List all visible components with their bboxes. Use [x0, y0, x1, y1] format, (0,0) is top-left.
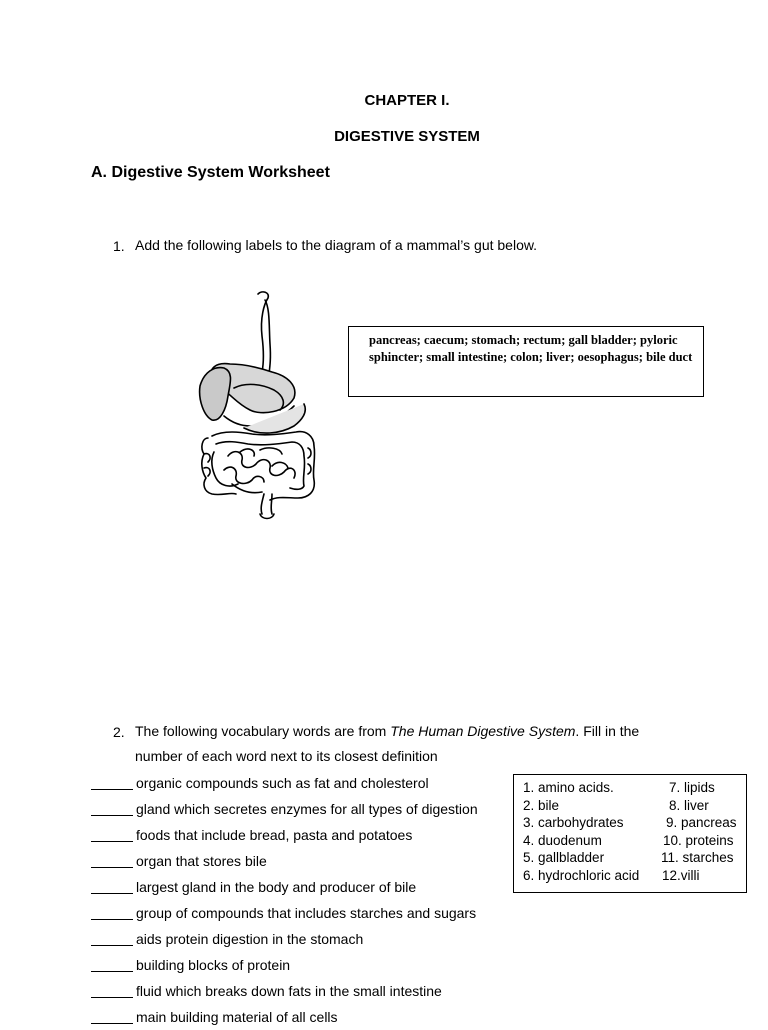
answer-blank[interactable] [91, 879, 133, 894]
definition-row [91, 848, 478, 874]
definitions-list [91, 770, 478, 1030]
digestive-system-diagram [190, 288, 325, 523]
vocab-row [523, 815, 746, 833]
labels-box: pancreas; caecum; stomach; rectum; gall bladder; pyloric sphincter; small intestine; colon; liver; oesophagus; bile duct [348, 326, 704, 397]
vocab-word: 4. duodenum [523, 832, 602, 848]
vocab-word: 11. starches [661, 850, 734, 865]
question-1-number: 1. [113, 238, 125, 254]
definition-row [91, 978, 478, 1004]
vocab-row [523, 850, 746, 868]
definition-text: foods that include bread, pasta and potatoes [136, 827, 413, 843]
definition-row [91, 822, 478, 848]
book-title: The Human Digestive System [390, 723, 576, 739]
vocab-word: 12.villi [662, 867, 700, 883]
definition-row [91, 926, 478, 952]
vocab-word: 10. proteins [663, 832, 734, 848]
definition-row [91, 874, 478, 900]
chapter-heading: CHAPTER I. [364, 92, 450, 109]
question-2-number: 2. [113, 724, 125, 740]
definition-text: fluid which breaks down fats in the small intestine [136, 983, 442, 999]
answer-blank[interactable] [91, 983, 133, 998]
vocab-word: 6. hydrochloric acid [523, 867, 640, 883]
definition-text: main building material of all cells [136, 1009, 338, 1025]
vocab-row [523, 798, 746, 816]
answer-blank[interactable] [91, 931, 133, 946]
vocab-word: 3. carbohydrates [523, 815, 624, 830]
definition-row [91, 770, 478, 796]
definition-text: aids protein digestion in the stomach [136, 931, 364, 947]
vocabulary-box [513, 774, 747, 893]
definition-row [91, 900, 478, 926]
definition-row [91, 1004, 478, 1030]
answer-blank[interactable] [91, 801, 133, 816]
answer-blank[interactable] [91, 775, 133, 790]
definition-text: largest gland in the body and producer of bile [136, 879, 417, 895]
definition-row [91, 796, 478, 822]
answer-blank[interactable] [91, 957, 133, 972]
section-heading: A. Digestive System Worksheet [91, 164, 330, 181]
vocab-word: 8. liver [669, 797, 709, 813]
vocab-word: 1. amino acids. [523, 780, 614, 795]
subject-heading: DIGESTIVE SYSTEM [334, 128, 480, 145]
definition-row [91, 952, 478, 978]
vocab-word: 2. bile [523, 797, 560, 813]
vocab-word: 5. gallbladder [523, 850, 605, 865]
answer-blank[interactable] [91, 1009, 133, 1024]
vocab-row [523, 780, 746, 798]
definition-text: gland which secretes enzymes for all types of digestion [136, 801, 478, 817]
definition-text: organic compounds such as fat and cholesterol [136, 775, 429, 791]
answer-blank[interactable] [91, 905, 133, 920]
question-2-text-part-2: . Fill in the [575, 723, 640, 739]
question-2-text-line-2: number of each word next to its closest definition [135, 748, 438, 764]
definition-text: group of compounds that includes starches and sugars [136, 905, 477, 921]
question-2-text [135, 719, 639, 744]
question-1-text: Add the following labels to the diagram of a mammal’s gut below. [135, 237, 538, 253]
definition-text: building blocks of protein [136, 957, 291, 973]
vocab-row [523, 868, 746, 886]
vocab-word: 9. pancreas [666, 815, 737, 830]
vocab-row [523, 833, 746, 851]
vocab-word: 7. lipids [669, 780, 715, 795]
answer-blank[interactable] [91, 853, 133, 868]
definition-text: organ that stores bile [136, 853, 267, 869]
question-2-text-part-1: The following vocabulary words are from [135, 723, 391, 739]
answer-blank[interactable] [91, 827, 133, 842]
